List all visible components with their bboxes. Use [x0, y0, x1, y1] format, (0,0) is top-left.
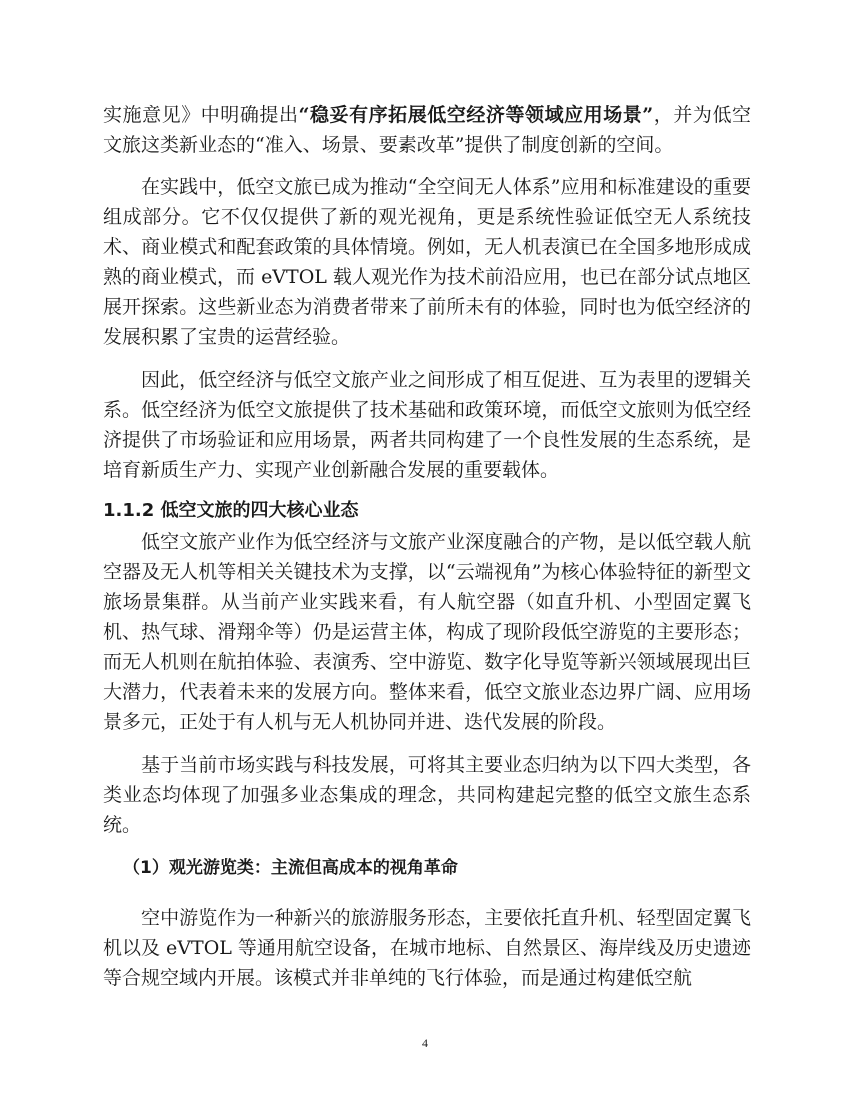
paragraph-text: 实施意见》中明确提出 — [103, 104, 299, 126]
paragraph-industry-overview: 低空文旅产业作为低空经济与文旅产业深度融合的产物，是以低空载人航空器及无人机等相关关键技术为支撑，以“云端视角”为核心体验特征的新型文旅场景集群。从当前产业实践来看，有人航空器（如直升机、小型固定翼飞机、热气球、滑翔伞等）仍是运营主体，构成了现阶段低空游览的主要形态；而无人机则在航拍体验、表演秀、空中游览、数字化导览等新兴领域展现出巨大潜力，代表着未来的发展方向。整体来看，低空文旅业态边界广阔、应用场景多元，正处于有人机与无人机协同并进、迭代发展的阶段。 — [103, 531, 751, 733]
paragraph-relationship: 因此，低空经济与低空文旅产业之间形成了相互促进、互为表里的逻辑关系。低空经济为低空文旅提供了技术基础和政策环境，而低空文旅则为低空经济提供了市场验证和应用场景，两者共同构建了一个良性发展的生态系统，是培育新质生产力、实现产业创新融合发展的重要载体。 — [103, 369, 751, 481]
paragraph-four-types: 基于当前市场实践与科技发展，可将其主要业态归纳为以下四大类型，各类业态均体现了加强多业态集成的理念，共同构建起完整的低空文旅生态系统。 — [103, 754, 751, 836]
paragraph-practice: 在实践中，低空文旅已成为推动“全空间无人体系”应用和标准建设的重要组成部分。它不仅仅提供了新的观光视角，更是系统性验证低空无人系统技术、商业模式和配套政策的具体情境。例如，无人机表演已在全国多地形成成熟的商业模式，而 eVTOL 载人观光作为技术前沿应用，也已在部分试点地区展开探索。这些新业态为消费者带来了前所未有的体验，同时也为低空经济的发展积累了宝贵的运营经验。 — [103, 176, 751, 348]
subsection-heading: （1）观光游览类：主流但高成本的视角革命 — [123, 858, 458, 878]
paragraph-text: ，并为低空文旅这类新业态的“准入、场景、要素改革”提供了制度创新的空间。 — [103, 104, 751, 156]
page-number: 4 — [422, 1036, 428, 1050]
paragraph-sightseeing: 空中游览作为一种新兴的旅游服务形态，主要依托直升机、轻型固定翼飞机以及 eVTOL 等通用航空设备，在城市地标、自然景区、海岸线及历史遗迹等合规空域内开展。该模式并非单纯的飞行体验，而是通过构建低空航 — [103, 907, 751, 989]
section-heading: 1.1.2 低空文旅的四大核心业态 — [103, 500, 359, 521]
paragraph-continuation — [103, 100, 751, 160]
emphasized-quote: “稳妥有序拓展低空经济等领域应用场景” — [298, 104, 654, 126]
